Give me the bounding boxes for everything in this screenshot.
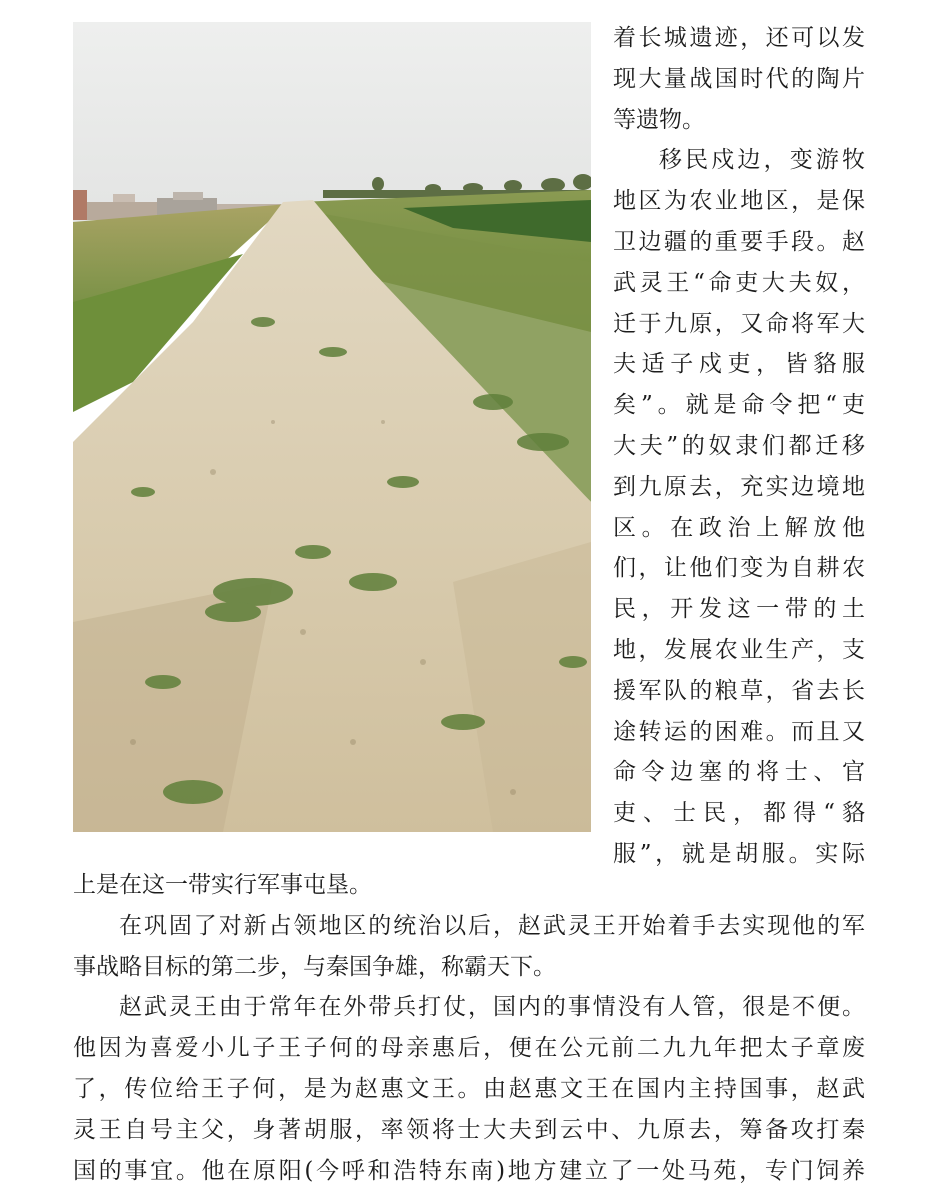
- great-wall-ruins-photo: [73, 22, 591, 832]
- side-line: 民，开发这一带的土: [613, 596, 865, 623]
- side-line: 等遗物。: [613, 106, 705, 133]
- side-line: 夫适子戍吏，皆貉服: [613, 351, 865, 378]
- body-line: 了，传位给王子何，是为赵惠文王。由赵惠文王在国内主持国事，赵武: [73, 1075, 865, 1102]
- side-line: 现大量战国时代的陶片: [613, 65, 865, 92]
- body-line: 国的事宜。他在原阳(今呼和浩特东南)地方建立了一处马苑，专门饲养: [73, 1157, 865, 1184]
- body-text: [73, 865, 865, 1191]
- side-line: 援军队的粮草，省去长: [613, 677, 865, 704]
- body-line: 上是在这一带实行军事屯垦。: [73, 872, 372, 898]
- body-paragraph-start: 在巩固了对新占领地区的统治以后，赵武灵王开始着手去实现他的军: [119, 912, 865, 939]
- body-paragraph-start: 赵武灵王由于常年在外带兵打仗，国内的事情没有人管，很是不便。: [119, 994, 865, 1021]
- side-line: 吏、士民，都得“貉: [613, 800, 865, 827]
- body-line: 事战略目标的第二步，与秦国争雄，称霸天下。: [73, 953, 556, 980]
- body-line: 灵王自号主父，身著胡服，率领将士大夫到云中、九原去，筹备攻打秦: [73, 1116, 865, 1143]
- body-line: 他因为喜爱小儿子王子何的母亲惠后，便在公元前二九九年把太子章废: [73, 1035, 865, 1062]
- side-line: 地区为农业地区，是保: [613, 188, 865, 215]
- side-line: 地，发展农业生产，支: [613, 636, 865, 663]
- side-line: 们，让他们变为自耕农: [613, 555, 865, 582]
- photo-illustration: [73, 22, 591, 832]
- side-paragraph-start: 移民戍边，变游牧: [659, 147, 865, 174]
- side-line: 大夫”的奴隶们都迁移: [613, 432, 865, 459]
- side-line: 途转运的困难。而且又: [613, 718, 865, 745]
- side-line: 着长城遗迹，还可以发: [613, 25, 865, 51]
- side-line: 命令边塞的将士、官: [613, 759, 865, 786]
- side-line: 区。在政治上解放他: [613, 514, 865, 541]
- side-line: 卫边疆的重要手段。赵: [613, 228, 865, 255]
- side-line: 到九原去，充实边境地: [613, 473, 865, 500]
- side-line: 服”，就是胡服。实际: [613, 840, 865, 867]
- side-text-column: [613, 18, 865, 875]
- side-line: 矣”。就是命令把“吏: [613, 392, 865, 419]
- side-line: 迁于九原，又命将军大: [613, 310, 865, 337]
- side-line: 武灵王“命吏大夫奴，: [613, 269, 865, 296]
